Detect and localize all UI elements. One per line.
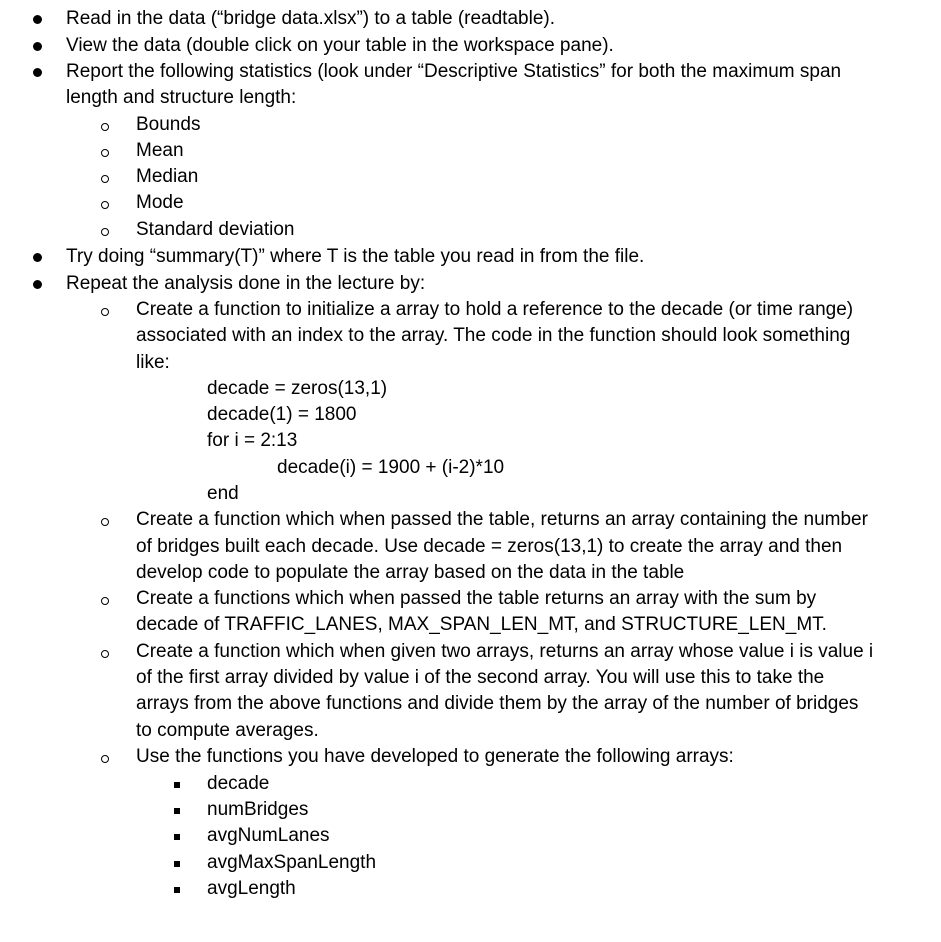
list-item: Read in the data (“bridge data.xlsx”) to a table (readtable). [66, 8, 555, 29]
analysis-item: Create a functions which when passed the table returns an array with the sum by [136, 588, 817, 609]
circle-bullet-icon [101, 201, 109, 209]
analysis-item: Create a function which when passed the table, returns an array containing the number [136, 509, 868, 530]
code-line: decade(1) = 1800 [207, 404, 357, 425]
stat-item: Standard deviation [136, 219, 295, 240]
analysis-item-continued: to compute averages. [136, 720, 319, 741]
array-item: decade [207, 773, 270, 794]
bullet-icon [33, 42, 42, 51]
circle-bullet-icon [101, 308, 109, 316]
array-item: numBridges [207, 799, 309, 820]
square-bullet-icon [174, 834, 180, 840]
code-line: decade(i) = 1900 + (i-2)*10 [277, 457, 505, 478]
list-item: Try doing “summary(T)” where T is the table you read in from the file. [66, 246, 645, 267]
bullet-icon [33, 68, 42, 77]
circle-bullet-icon [101, 518, 109, 526]
stat-item: Median [136, 166, 199, 187]
analysis-item: Use the functions you have developed to generate the following arrays: [136, 746, 734, 767]
square-bullet-icon [174, 887, 180, 893]
code-line: decade = zeros(13,1) [207, 378, 388, 399]
bullet-icon [33, 253, 42, 262]
analysis-item-continued: of the first array divided by value i of the second array. You will use this to take the [136, 667, 825, 688]
list-item: Report the following statistics (look under “Descriptive Statistics” for both the maximum span [66, 61, 842, 82]
square-bullet-icon [174, 782, 180, 788]
list-item: View the data (double click on your table in the workspace pane). [66, 35, 614, 56]
circle-bullet-icon [101, 123, 109, 131]
square-bullet-icon [174, 808, 180, 814]
analysis-item-continued: like: [136, 352, 170, 373]
square-bullet-icon [174, 861, 180, 867]
analysis-item: Create a function to initialize a array to hold a reference to the decade (or time range) [136, 299, 854, 320]
bullet-icon [33, 280, 42, 289]
array-item: avgLength [207, 878, 296, 899]
circle-bullet-icon [101, 755, 109, 763]
bullet-icon [33, 15, 42, 24]
circle-bullet-icon [101, 597, 109, 605]
analysis-item: Create a function which when given two arrays, returns an array whose value i is value i [136, 641, 874, 662]
code-line: for i = 2:13 [207, 430, 298, 451]
code-line: end [207, 483, 239, 504]
analysis-item-continued: of bridges built each decade. Use decade = zeros(13,1) to create the array and then [136, 536, 843, 557]
analysis-item-continued: associated with an index to the array. The code in the function should look something [136, 325, 851, 346]
array-item: avgMaxSpanLength [207, 852, 377, 873]
stat-item: Bounds [136, 114, 201, 135]
stat-item: Mean [136, 140, 184, 161]
analysis-item-continued: decade of TRAFFIC_LANES, MAX_SPAN_LEN_MT, and STRUCTURE_LEN_MT. [136, 614, 827, 635]
circle-bullet-icon [101, 175, 109, 183]
stat-item: Mode [136, 192, 184, 213]
analysis-item-continued: develop code to populate the array based on the data in the table [136, 562, 685, 583]
array-item: avgNumLanes [207, 825, 330, 846]
list-item-continued: length and structure length: [66, 87, 297, 108]
analysis-item-continued: arrays from the above functions and divide them by the array of the number of bridges [136, 693, 859, 714]
circle-bullet-icon [101, 149, 109, 157]
circle-bullet-icon [101, 650, 109, 658]
circle-bullet-icon [101, 228, 109, 236]
list-item: Repeat the analysis done in the lecture by: [66, 273, 426, 294]
